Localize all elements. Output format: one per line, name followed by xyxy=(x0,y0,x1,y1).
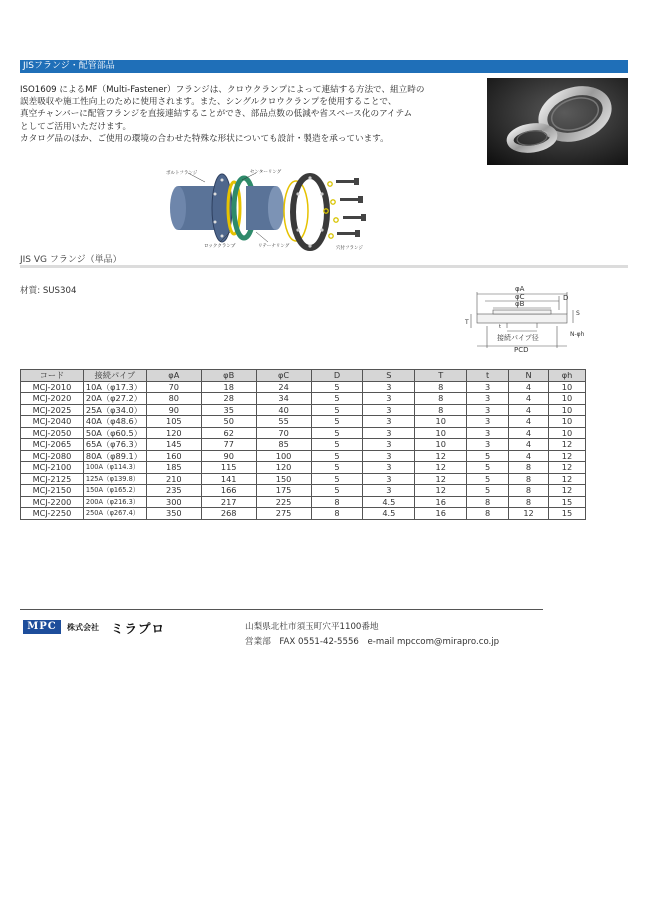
table-cell: 5 xyxy=(311,427,363,439)
table-cell: 3 xyxy=(363,485,415,497)
table-cell: MCJ-2250 xyxy=(21,508,84,520)
table-cell: 40A（φ48.6） xyxy=(83,416,146,428)
table-cell: 3 xyxy=(363,439,415,451)
table-cell: 40 xyxy=(256,404,311,416)
dimension-drawing xyxy=(463,284,585,354)
company-address: 山梨県北杜市須玉町穴平1100番地 xyxy=(245,622,379,632)
table-cell: 8 xyxy=(509,485,549,497)
table-cell: 10 xyxy=(549,381,586,393)
table-cell: 12 xyxy=(549,450,586,462)
dim-label-t: t xyxy=(499,324,501,330)
table-cell: 10A（φ17.3） xyxy=(83,381,146,393)
table-cell: 210 xyxy=(146,473,201,485)
table-cell: 12 xyxy=(509,508,549,520)
table-cell: 3 xyxy=(363,473,415,485)
table-cell: MCJ-2010 xyxy=(21,381,84,393)
table-cell: 10 xyxy=(549,393,586,405)
table-cell: MCJ-2025 xyxy=(21,404,84,416)
col-header-phiA: φA xyxy=(146,370,201,382)
table-cell: 200A（φ216.3） xyxy=(83,496,146,508)
dim-label-phiA: φA xyxy=(515,285,525,293)
section-header-bar xyxy=(20,60,628,73)
table-row xyxy=(21,416,586,428)
table-row xyxy=(21,381,586,393)
table-cell: 235 xyxy=(146,485,201,497)
table-cell: MCJ-2065 xyxy=(21,439,84,451)
table-cell: 12 xyxy=(549,439,586,451)
col-header-D: D xyxy=(311,370,363,382)
table-cell: 10 xyxy=(415,439,467,451)
table-cell: 268 xyxy=(201,508,256,520)
table-cell: 175 xyxy=(256,485,311,497)
logo-company-type: 株式会社 xyxy=(67,623,99,632)
table-cell: 16 xyxy=(415,496,467,508)
table-cell: MCJ-2080 xyxy=(21,450,84,462)
table-cell: 70 xyxy=(146,381,201,393)
table-cell: 5 xyxy=(467,450,509,462)
company-address-block xyxy=(245,620,499,649)
table-cell: 25A（φ34.0） xyxy=(83,404,146,416)
table-cell: 24 xyxy=(256,381,311,393)
table-row xyxy=(21,485,586,497)
table-cell: MCJ-2200 xyxy=(21,496,84,508)
table-row xyxy=(21,450,586,462)
table-cell: 125A（φ139.8） xyxy=(83,473,146,485)
dim-label-pcd: PCD xyxy=(514,346,529,354)
company-logo xyxy=(23,620,183,634)
table-row xyxy=(21,473,586,485)
table-header-row xyxy=(21,370,586,382)
table-cell: 5 xyxy=(311,485,363,497)
col-header-N: N xyxy=(509,370,549,382)
table-cell: 10 xyxy=(415,416,467,428)
table-cell: 10 xyxy=(549,404,586,416)
table-cell: 4 xyxy=(509,450,549,462)
table-row xyxy=(21,496,586,508)
table-cell: 250A（φ267.4） xyxy=(83,508,146,520)
table-cell: 8 xyxy=(509,462,549,474)
table-cell: 5 xyxy=(311,462,363,474)
col-header-phiC: φC xyxy=(256,370,311,382)
table-cell: 8 xyxy=(311,496,363,508)
table-cell: 77 xyxy=(201,439,256,451)
table-cell: 145 xyxy=(146,439,201,451)
table-cell: 12 xyxy=(549,485,586,497)
table-cell: 12 xyxy=(415,473,467,485)
table-cell: 15 xyxy=(549,496,586,508)
table-cell: 3 xyxy=(467,381,509,393)
table-cell: 141 xyxy=(201,473,256,485)
table-cell: 3 xyxy=(363,450,415,462)
diagram-label-lock-clamp: ロッククランプ xyxy=(204,244,236,249)
table-cell: 4.5 xyxy=(363,496,415,508)
diagram-label-hole-flange: 穴付フランジ xyxy=(336,246,363,251)
col-header-S: S xyxy=(363,370,415,382)
table-cell: MCJ-2125 xyxy=(21,473,84,485)
table-cell: 8 xyxy=(415,404,467,416)
table-cell: 28 xyxy=(201,393,256,405)
table-cell: MCJ-2150 xyxy=(21,485,84,497)
table-cell: 100 xyxy=(256,450,311,462)
table-cell: 350 xyxy=(146,508,201,520)
table-cell: 5 xyxy=(311,381,363,393)
table-row xyxy=(21,508,586,520)
logo-company-name: ミラプロ xyxy=(111,621,166,636)
table-cell: 8 xyxy=(509,496,549,508)
table-cell: 5 xyxy=(311,439,363,451)
table-row xyxy=(21,404,586,416)
col-header-code: コード xyxy=(21,370,84,382)
col-header-phiB: φB xyxy=(201,370,256,382)
intro-line: 真空チャンバーに配管フランジを直接連結することができ、部品点数の低減や省スペース化のアイテム xyxy=(20,109,413,120)
table-cell: 8 xyxy=(467,508,509,520)
intro-line: 誤差吸収や施工性向上のために使用されます。また、シングルクロウクランプを使用することで、 xyxy=(20,97,397,108)
table-cell: 3 xyxy=(467,427,509,439)
section-title: JISフランジ・配管部品 xyxy=(23,61,115,71)
table-cell: 4 xyxy=(509,416,549,428)
table-cell: 5 xyxy=(311,416,363,428)
table-cell: 105 xyxy=(146,416,201,428)
diagram-label-center-ring: センターリング xyxy=(250,170,282,175)
dim-label-pipe: 接続パイプ径 xyxy=(497,334,539,342)
table-cell: 3 xyxy=(363,427,415,439)
table-cell: 80A（φ89.1） xyxy=(83,450,146,462)
table-cell: 3 xyxy=(467,439,509,451)
table-cell: 5 xyxy=(311,404,363,416)
table-cell: 3 xyxy=(467,404,509,416)
table-cell: 4 xyxy=(509,439,549,451)
table-cell: 3 xyxy=(363,404,415,416)
table-cell: 150A（φ165.2） xyxy=(83,485,146,497)
table-cell: 12 xyxy=(549,462,586,474)
table-cell: 5 xyxy=(311,450,363,462)
col-header-T: T xyxy=(415,370,467,382)
table-cell: 8 xyxy=(415,393,467,405)
table-cell: 8 xyxy=(467,496,509,508)
table-cell: 3 xyxy=(363,416,415,428)
col-header-pipe: 接続パイプ xyxy=(83,370,146,382)
table-cell: MCJ-2020 xyxy=(21,393,84,405)
table-cell: MCJ-2040 xyxy=(21,416,84,428)
intro-paragraph xyxy=(20,84,470,145)
table-cell: 70 xyxy=(256,427,311,439)
table-cell: 12 xyxy=(415,462,467,474)
dim-label-T: T xyxy=(465,319,469,326)
table-cell: 35 xyxy=(201,404,256,416)
table-cell: 3 xyxy=(363,393,415,405)
table-cell: 5 xyxy=(467,485,509,497)
table-row xyxy=(21,439,586,451)
table-cell: 3 xyxy=(363,381,415,393)
table-cell: 12 xyxy=(549,473,586,485)
table-cell: 120 xyxy=(146,427,201,439)
table-cell: 150 xyxy=(256,473,311,485)
table-cell: 4 xyxy=(509,393,549,405)
table-cell: MCJ-2050 xyxy=(21,427,84,439)
table-cell: 85 xyxy=(256,439,311,451)
table-cell: 3 xyxy=(363,462,415,474)
table-cell: 185 xyxy=(146,462,201,474)
table-cell: 225 xyxy=(256,496,311,508)
table-cell: 12 xyxy=(415,450,467,462)
product-photo xyxy=(487,78,628,165)
table-cell: 217 xyxy=(201,496,256,508)
table-cell: 16 xyxy=(415,508,467,520)
table-cell: 4 xyxy=(509,427,549,439)
table-cell: 4 xyxy=(509,381,549,393)
table-cell: 3 xyxy=(467,393,509,405)
table-cell: 275 xyxy=(256,508,311,520)
table-cell: 80 xyxy=(146,393,201,405)
table-cell: 300 xyxy=(146,496,201,508)
table-cell: 4 xyxy=(509,404,549,416)
table-cell: 50 xyxy=(201,416,256,428)
dim-label-S: S xyxy=(576,310,580,317)
table-cell: 8 xyxy=(415,381,467,393)
table-cell: 166 xyxy=(201,485,256,497)
footer-divider xyxy=(20,609,543,610)
intro-line: ISO1609 によるMF（Multi-Fastener）フランジは、クロウクランプによって連結する方法で、組立時の xyxy=(20,85,425,95)
logo-mark: MPC xyxy=(23,620,61,634)
table-cell: 20A（φ27.2） xyxy=(83,393,146,405)
table-cell: 18 xyxy=(201,381,256,393)
table-cell: 15 xyxy=(549,508,586,520)
table-cell: 3 xyxy=(467,416,509,428)
spec-table xyxy=(20,369,586,520)
table-cell: MCJ-2100 xyxy=(21,462,84,474)
table-cell: 5 xyxy=(311,393,363,405)
table-cell: 10 xyxy=(549,416,586,428)
dim-label-phiB: φB xyxy=(515,300,525,308)
table-cell: 5 xyxy=(467,473,509,485)
material-text: 材質: SUS304 xyxy=(20,286,77,296)
intro-line: カタログ品のほか、ご使用の環境の合わせた特殊な形状についても設計・製造を承っています。 xyxy=(20,133,389,144)
table-cell: 50A（φ60.5） xyxy=(83,427,146,439)
table-cell: 160 xyxy=(146,450,201,462)
dim-label-D: D xyxy=(563,294,569,302)
table-cell: 55 xyxy=(256,416,311,428)
table-cell: 4.5 xyxy=(363,508,415,520)
dim-label-N: N-φh xyxy=(570,331,585,338)
table-row xyxy=(21,393,586,405)
table-row xyxy=(21,462,586,474)
table-cell: 100A（φ114.3） xyxy=(83,462,146,474)
dim-label-phiC: φC xyxy=(515,293,525,301)
table-cell: 34 xyxy=(256,393,311,405)
col-header-t: t xyxy=(467,370,509,382)
table-cell: 5 xyxy=(311,473,363,485)
company-contact: 営業部 FAX 0551-42-5556 e-mail mpccom@mirapro.co.jp xyxy=(245,636,500,647)
table-cell: 90 xyxy=(201,450,256,462)
divider xyxy=(20,265,628,268)
diagram-label-bolt-flange: ボルトフランジ xyxy=(166,171,198,176)
diagram-label-retainer-ring: リテーナリング xyxy=(258,244,290,249)
table-cell: 120 xyxy=(256,462,311,474)
table-row xyxy=(21,427,586,439)
intro-line: としてご活用いただけます。 xyxy=(20,121,132,132)
table-cell: 65A（φ76.3） xyxy=(83,439,146,451)
table-cell: 5 xyxy=(467,462,509,474)
table-cell: 12 xyxy=(415,485,467,497)
table-cell: 10 xyxy=(549,427,586,439)
table-cell: 62 xyxy=(201,427,256,439)
table-cell: 10 xyxy=(415,427,467,439)
table-cell: 115 xyxy=(201,462,256,474)
table-cell: 90 xyxy=(146,404,201,416)
flange-assembly-diagram xyxy=(160,166,385,251)
table-cell: 8 xyxy=(509,473,549,485)
product-subtitle: JIS VG フランジ（単品） xyxy=(20,255,122,265)
col-header-phih: φh xyxy=(549,370,586,382)
table-cell: 8 xyxy=(311,508,363,520)
